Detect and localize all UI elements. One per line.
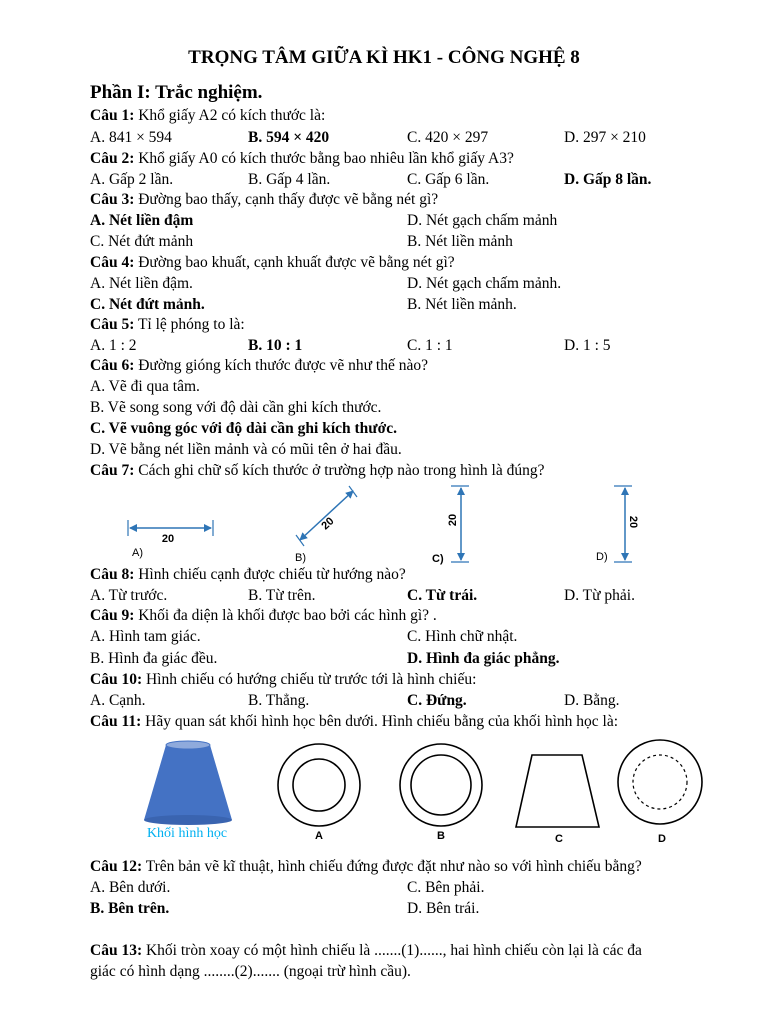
- svg-text:A: A: [315, 830, 323, 842]
- q6-option-c: C. Vẽ vuông góc với độ dài cần ghi kích thước.: [90, 420, 397, 437]
- q5-option-d: D. 1 : 5: [564, 337, 611, 354]
- option-a-dimension: [128, 520, 213, 559]
- q1-option-d: D. 297 × 210: [564, 129, 646, 146]
- q8-option-a: A. Từ trước.: [90, 587, 168, 604]
- svg-text:A): A): [132, 547, 143, 559]
- option-b-projection: [400, 744, 482, 842]
- solid-projection-figure: [0, 735, 768, 850]
- question-12: Câu 12: Trên bản vẽ kĩ thuật, hình chiếu đứng được đặt như nào so với hình chiếu bằng?: [90, 858, 642, 875]
- dimension-figure: [0, 480, 768, 570]
- question-6: Câu 6: Đường gióng kích thước được vẽ như thế nào?: [90, 357, 429, 374]
- q5-option-b: B. 10 : 1: [248, 337, 303, 354]
- q1-option-b: B. 594 × 420: [248, 129, 330, 146]
- q6-option-a: A. Vẽ đi qua tâm.: [90, 378, 200, 395]
- svg-text:C): C): [432, 553, 444, 565]
- q3-option-b: B. Nét liền mảnh: [407, 233, 513, 250]
- svg-text:Khối hình học: Khối hình học: [146, 826, 228, 841]
- q2-option-a: A. Gấp 2 lần.: [90, 171, 174, 188]
- q5-option-a: A. 1 : 2: [90, 337, 137, 354]
- question-7: Câu 7: Cách ghi chữ số kích thước ở trường hợp nào trong hình là đúng?: [90, 462, 545, 479]
- question-9: Câu 9: Khối đa diện là khối được bao bởi các hình gì? .: [90, 607, 437, 624]
- q2-option-d: D. Gấp 8 lần.: [564, 171, 652, 188]
- q9-option-c: C. Hình chữ nhật.: [407, 628, 518, 645]
- q4-option-c: C. Nét đứt mảnh.: [90, 296, 205, 313]
- svg-text:20: 20: [161, 533, 175, 545]
- frustum-solid: [144, 741, 232, 841]
- svg-text:B: B: [437, 830, 445, 842]
- option-d-dimension: [596, 486, 639, 563]
- q5-option-c: C. 1 : 1: [407, 337, 453, 354]
- q8-option-b: B. Từ trên.: [248, 587, 316, 604]
- q3-option-d: D. Nét gạch chấm mảnh: [407, 212, 558, 229]
- svg-text:20: 20: [319, 515, 337, 533]
- question-3: Câu 3: Đường bao thấy, cạnh thấy được vẽ bằng nét gì?: [90, 191, 439, 208]
- option-a-projection: [278, 744, 360, 842]
- option-c-projection: [516, 755, 599, 845]
- question-10: Câu 10: Hình chiếu có hướng chiếu từ trước tới là hình chiếu:: [90, 671, 477, 688]
- q2-option-b: B. Gấp 4 lần.: [248, 171, 331, 188]
- q12-option-d: D. Bên trái.: [407, 900, 480, 917]
- q4-option-b: B. Nét liền mảnh.: [407, 296, 517, 313]
- option-c-dimension: [432, 486, 469, 565]
- q6-option-b: B. Vẽ song song với độ dài cần ghi kích thước.: [90, 399, 382, 416]
- svg-text:C: C: [555, 833, 563, 845]
- q3-option-c: C. Nét đứt mảnh: [90, 233, 194, 250]
- q4-option-d: D. Nét gạch chấm mảnh.: [407, 275, 562, 292]
- q10-option-a: A. Cạnh.: [90, 692, 146, 709]
- q8-option-c: C. Từ trái.: [407, 587, 478, 604]
- option-b-dimension: [295, 486, 357, 564]
- q12-option-c: C. Bên phải.: [407, 879, 485, 896]
- option-d-projection: [618, 740, 702, 845]
- q12-option-b: B. Bên trên.: [90, 900, 170, 917]
- q10-option-d: D. Bằng.: [564, 692, 620, 709]
- question-11: Câu 11: Hãy quan sát khối hình học bên dưới. Hình chiếu bằng của khối hình học là:: [90, 713, 619, 730]
- svg-text:B): B): [295, 552, 306, 564]
- q9-option-d: D. Hình đa giác phẳng.: [407, 650, 560, 667]
- q2-option-c: C. Gấp 6 lần.: [407, 171, 490, 188]
- svg-text:D): D): [596, 551, 608, 563]
- question-13-continuation: giác có hình dạng ........(2)....... (ngoại trừ hình cầu).: [90, 963, 411, 980]
- q10-option-c: C. Đứng.: [407, 692, 467, 709]
- question-5: Câu 5: Tỉ lệ phóng to là:: [90, 316, 245, 333]
- q8-option-d: D. Từ phải.: [564, 587, 635, 604]
- svg-text:20: 20: [627, 515, 639, 529]
- question-2: Câu 2: Khổ giấy A0 có kích thước bằng bao nhiêu lần khổ giấy A3?: [90, 150, 514, 167]
- question-8: Câu 8: Hình chiếu cạnh được chiếu từ hướng nào?: [90, 566, 406, 583]
- question-13: Câu 13: Khối tròn xoay có một hình chiếu là .......(1)......, hai hình chiếu còn lại là các đa: [90, 942, 642, 959]
- section-heading: Phần I: Trắc nghiệm.: [90, 82, 263, 103]
- question-4: Câu 4: Đường bao khuất, cạnh khuất được vẽ bằng nét gì?: [90, 254, 455, 271]
- q6-option-d: D. Vẽ bằng nét liền mảnh và có mũi tên ở hai đầu.: [90, 441, 402, 458]
- q10-option-b: B. Thẳng.: [248, 692, 310, 709]
- q1-option-a: A. 841 × 594: [90, 129, 172, 146]
- svg-text:D: D: [658, 833, 666, 845]
- question-1: Câu 1: Khổ giấy A2 có kích thước là:: [90, 107, 326, 124]
- q3-option-a: A. Nét liền đậm: [90, 212, 194, 229]
- page-title: TRỌNG TÂM GIỮA KÌ HK1 - CÔNG NGHỆ 8: [188, 47, 580, 68]
- q9-option-b: B. Hình đa giác đều.: [90, 650, 218, 667]
- q12-option-a: A. Bên dưới.: [90, 879, 171, 896]
- q1-option-c: C. 420 × 297: [407, 129, 489, 146]
- q4-option-a: A. Nét liền đậm.: [90, 275, 193, 292]
- svg-text:20: 20: [447, 513, 459, 527]
- q9-option-a: A. Hình tam giác.: [90, 628, 201, 645]
